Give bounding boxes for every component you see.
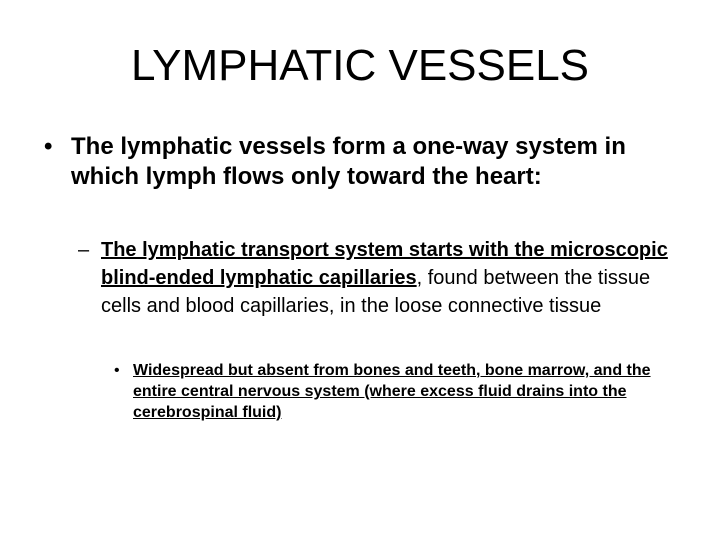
dash-marker: – xyxy=(78,239,90,261)
bullet-level-1 xyxy=(44,132,684,192)
emphasized-text: The lymphatic transport system starts with the microscopic blind-ended lymphatic capillaries xyxy=(101,239,668,289)
bullet-text: Widespread but absent from bones and teeth, bone marrow, and the entire central nervous system (where excess fluid drains into the cerebrospinal fluid) xyxy=(133,362,651,421)
slide-title: LYMPHATIC VESSELS xyxy=(130,41,590,90)
bullet-level-2 xyxy=(78,236,668,320)
bullet-marker: • xyxy=(44,133,53,160)
bullet-text: The lymphatic vessels form a one-way system in which lymph flows only toward the heart: xyxy=(71,133,626,190)
bullet-text xyxy=(101,236,668,320)
bullet-marker: • xyxy=(114,362,120,379)
bullet-level-3 xyxy=(114,360,654,423)
plain-text: , found between the tissue cells and blood capillaries, in the loose connective tissue xyxy=(101,267,651,317)
